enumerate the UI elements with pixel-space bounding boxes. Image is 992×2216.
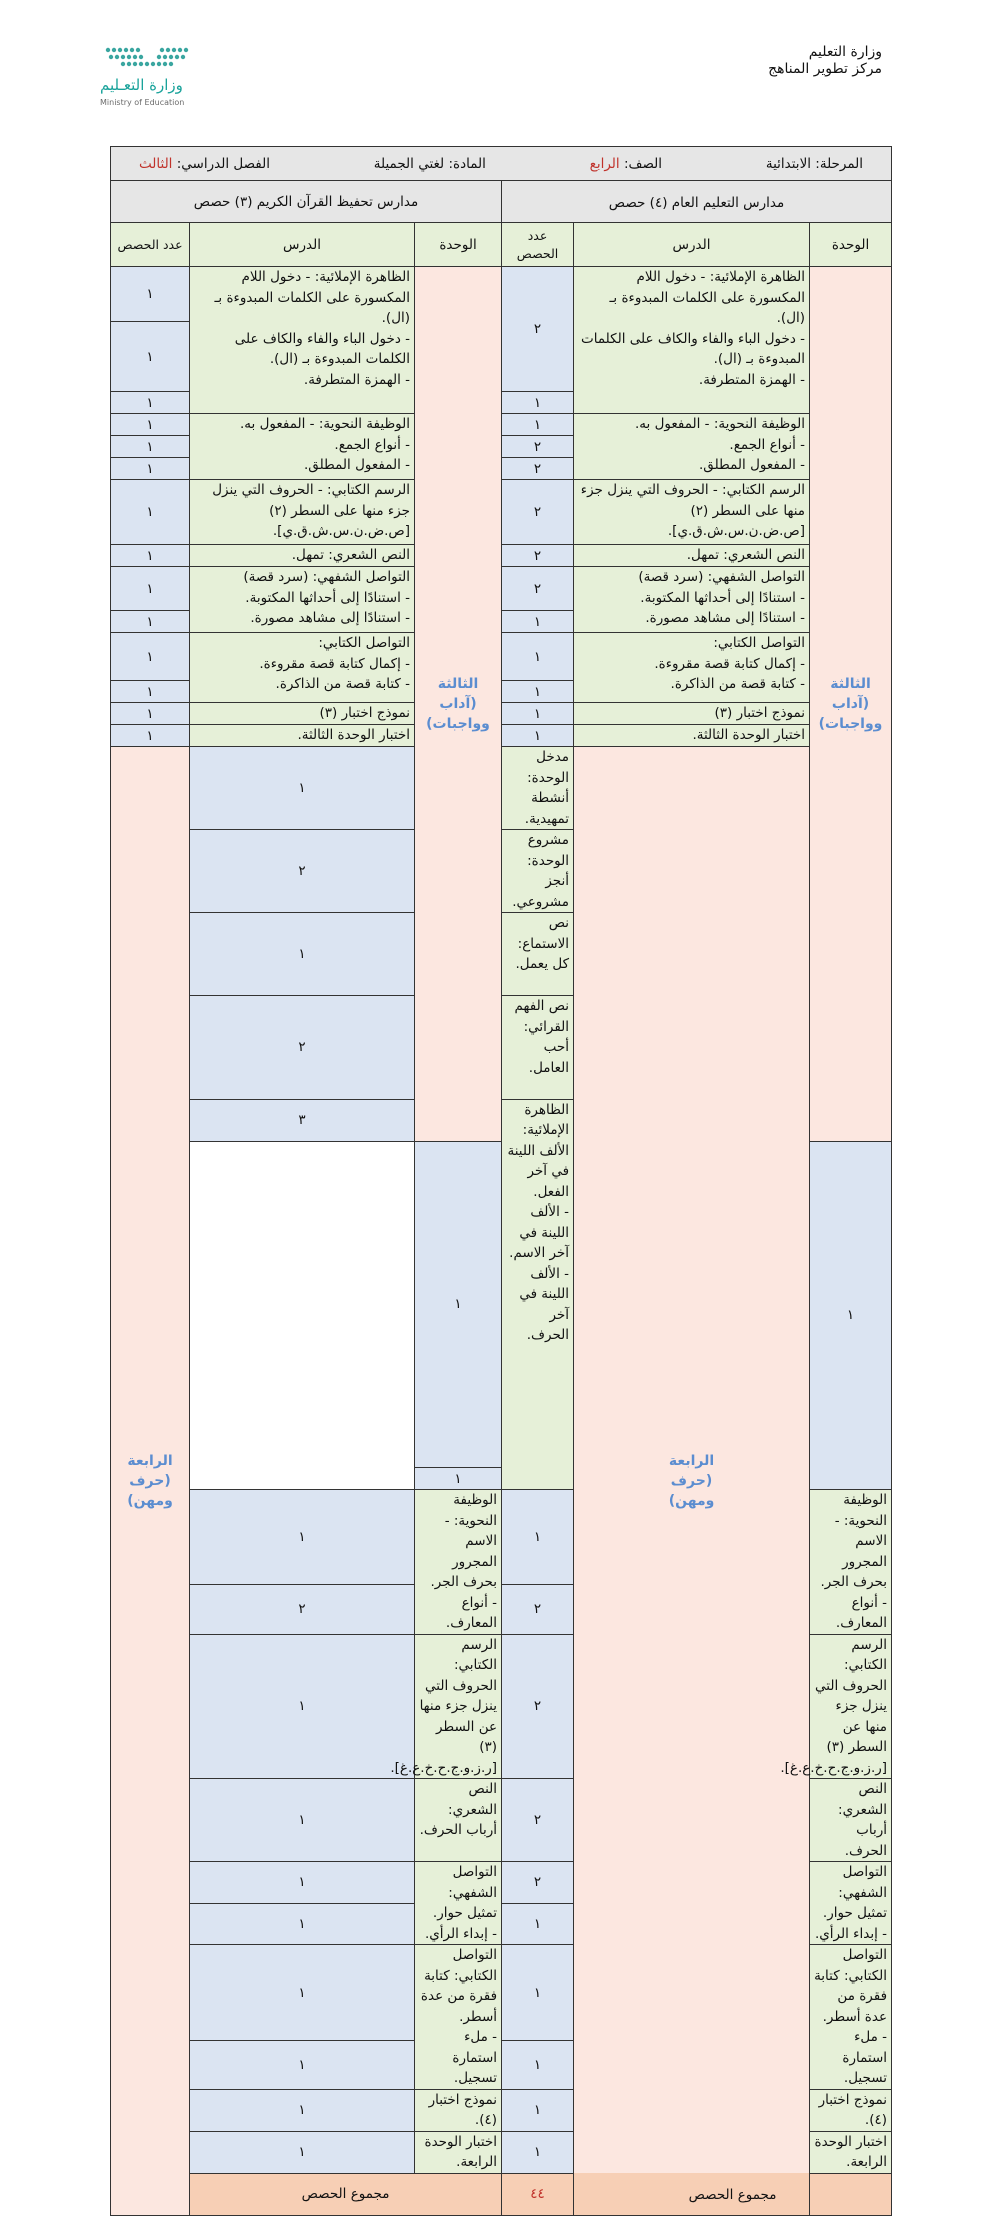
lesson-test-model: نموذج اختبار (٣) xyxy=(190,703,415,725)
lesson-grammar-2: الوظيفة النحوية: - الاسم المجرور بحرف الجر. - أنواع المعارف. xyxy=(415,1490,502,1635)
count-cell: ١ xyxy=(190,747,415,830)
lesson-writing-2: التواصل الكتابي: كتابة فقرة من عدة أسطر. - ملء استمارة تسجيل. xyxy=(810,1945,892,2090)
lesson-grammar-2: الوظيفة النحوية: - الاسم المجرور بحرف الجر. - أنواع المعارف. xyxy=(810,1490,892,1635)
quran-schools: مدارس تحفيظ القرآن الكريم (٣) حصص xyxy=(111,181,502,223)
column-header-row xyxy=(111,223,892,267)
logo-english-text: Ministry of Education xyxy=(100,98,185,107)
count-cell: ١ xyxy=(502,633,574,681)
lesson-handwriting-2: الرسم الكتابي: الحروف التي ينزل جزء منها عن السطر (٣) [ر.ز.و.ج.ح.خ.ع.غ]. xyxy=(415,1634,502,1779)
table-row xyxy=(111,480,892,545)
col-lesson: الدرس xyxy=(190,223,415,267)
lesson-oral-2: التواصل الشفهي: تمثيل حوار. - إبداء الرأي. xyxy=(415,1862,502,1945)
count-cell: ٢ xyxy=(190,830,415,913)
lesson-oral: التواصل الشفهي: (سرد قصة) - استنادًا إلى أحداثها المكتوبة. - استنادًا إلى مشاهد مصورة. xyxy=(190,567,415,633)
count-cell: ١ xyxy=(111,414,190,436)
school-type-row xyxy=(111,181,892,223)
general-schools: مدارس التعليم العام (٤) حصص xyxy=(502,181,892,223)
curriculum-center: مركز تطوير المناهج xyxy=(768,61,882,77)
lesson-grammar: الوظيفة النحوية: - المفعول به. - أنواع الجمع. - المفعول المطلق. xyxy=(574,414,810,480)
count-cell: ١ xyxy=(415,1141,502,1468)
count-cell: ١ xyxy=(502,2089,574,2131)
unit-3-quran: الثالثة (آداب وواجبات) xyxy=(415,267,502,1142)
table-row xyxy=(111,414,892,436)
count-cell: ١ xyxy=(190,2089,415,2131)
count-cell: ٢ xyxy=(502,1634,574,1779)
lesson-poem-2: النص الشعري: أرباب الحرف. xyxy=(810,1779,892,1862)
count-cell: ١ xyxy=(111,611,190,633)
table-row xyxy=(111,725,892,747)
unit-4-general: الرابعة (حرف ومهن) xyxy=(574,747,810,2216)
lesson-spelling-2: الظاهرة الإملائية: الألف اللينة في آخر الفعل. - الألف اللينة في آخر الاسم. - الألف اللينة في آخر الحرف. xyxy=(502,1099,574,1490)
lesson-reading: نص الفهم القرائي: أحب العامل. xyxy=(502,996,574,1100)
lesson-writing-2: التواصل الكتابي: كتابة فقرة من عدة أسطر. - ملء استمارة تسجيل. xyxy=(415,1945,502,2090)
logo-dots-icon xyxy=(100,40,200,74)
count-cell: ١ xyxy=(190,1903,415,1945)
lesson-listening: نص الاستماع: كل يعمل. xyxy=(502,913,574,996)
count-cell: ١ xyxy=(111,545,190,567)
lesson-poem: النص الشعري: تمهل. xyxy=(190,545,415,567)
count-cell: ٢ xyxy=(502,458,574,480)
lesson-test-model: نموذج اختبار (٣) xyxy=(574,703,810,725)
count-cell: ٢ xyxy=(502,1779,574,1862)
table-row xyxy=(111,545,892,567)
count-cell: ٢ xyxy=(190,996,415,1100)
table-row xyxy=(111,747,892,830)
count-cell: ٢ xyxy=(502,436,574,458)
count-cell: ١ xyxy=(111,436,190,458)
lesson-poem: النص الشعري: تمهل. xyxy=(574,545,810,567)
count-cell: ٣ xyxy=(190,1099,415,1141)
grade-value: الرابع xyxy=(589,155,620,172)
col-unit: الوحدة xyxy=(810,223,892,267)
lesson-grammar: الوظيفة النحوية: - المفعول به. - أنواع الجمع. - المفعول المطلق. xyxy=(190,414,415,480)
table-row xyxy=(111,633,892,681)
lesson-handwriting-2: الرسم الكتابي: الحروف التي ينزل جزء منها عن السطر (٣) [ر.ز.و.ج.ح.خ.ع.غ]. xyxy=(810,1634,892,1779)
lesson-unit-test-2: اختبار الوحدة الرابعة. xyxy=(810,2131,892,2173)
count-cell: ١ xyxy=(502,1945,574,2041)
count-cell: ١ xyxy=(502,611,574,633)
grade: الصف: الرابع xyxy=(589,155,663,172)
unit-4-quran: الرابعة (حرف ومهن) xyxy=(111,747,190,2216)
count-cell: ١ xyxy=(190,1945,415,2041)
count-cell: ٢ xyxy=(502,480,574,545)
count-cell: ١ xyxy=(502,703,574,725)
lesson-writing: التواصل الكتابي: - إكمال كتابة قصة مقروءة. - كتابة قصة من الذاكرة. xyxy=(190,633,415,703)
curriculum-table xyxy=(110,146,892,2216)
count-cell: ١ xyxy=(111,267,190,322)
stage: المرحلة: الابتدائية xyxy=(765,155,864,172)
count-cell: ١ xyxy=(502,681,574,703)
ministry-logo xyxy=(100,40,210,120)
ministry-header xyxy=(642,44,882,78)
count-cell: ١ xyxy=(502,1490,574,1585)
lesson-project: مشروع الوحدة: أنجز مشروعي. xyxy=(502,830,574,913)
count-cell: ١ xyxy=(111,458,190,480)
lesson-oral: التواصل الشفهي: (سرد قصة) - استنادًا إلى أحداثها المكتوبة. - استنادًا إلى مشاهد مصورة. xyxy=(574,567,810,633)
count-cell: ١ xyxy=(111,322,190,392)
count-cell: ١ xyxy=(502,392,574,414)
logo-arabic-text: وزارة التعـليم xyxy=(100,76,183,94)
col-count: عدد الحصص xyxy=(111,223,190,267)
totals-row xyxy=(111,2173,892,2215)
count-cell: ١ xyxy=(502,1903,574,1945)
unit-3-general: الثالثة (آداب وواجبات) xyxy=(810,267,892,1142)
total-label-quran: مجموع الحصص xyxy=(190,2173,502,2215)
count-cell: ١ xyxy=(415,1468,502,1490)
count-cell: ٢ xyxy=(502,567,574,611)
semester: الفصل الدراسي: الثالث xyxy=(139,155,270,172)
table-row xyxy=(111,267,892,322)
info-row xyxy=(111,147,892,181)
lesson-unit-test: اختبار الوحدة الثالثة. xyxy=(190,725,415,747)
count-cell: ١ xyxy=(502,414,574,436)
count-cell: ١ xyxy=(810,1141,892,1490)
count-cell: ١ xyxy=(111,567,190,611)
col-unit: الوحدة xyxy=(415,223,502,267)
count-cell: ١ xyxy=(111,633,190,681)
count-cell: ١ xyxy=(190,1862,415,1904)
lesson-unit-test-2: اختبار الوحدة الرابعة. xyxy=(415,2131,502,2173)
count-cell: ١ xyxy=(111,480,190,545)
count-cell: ١ xyxy=(111,681,190,703)
lesson-spelling: الظاهرة الإملائية: - دخول اللام المكسورة على الكلمات المبدوءة بـ (ال). - دخول الباء والفاء والكاف على الكلمات المبدوءة بـ (ال). - الهمزة المتطرفة. xyxy=(574,267,810,414)
count-cell: ١ xyxy=(502,725,574,747)
count-cell: ٢ xyxy=(190,1584,415,1634)
count-cell: ١ xyxy=(190,1490,415,1585)
semester-value: الثالث xyxy=(139,155,173,172)
lesson-test-model-2: نموذج اختبار (٤). xyxy=(415,2089,502,2131)
count-cell: ١ xyxy=(190,2041,415,2089)
count-cell: ٢ xyxy=(502,545,574,567)
count-cell: ١ xyxy=(190,1634,415,1779)
count-cell: ١ xyxy=(190,2131,415,2173)
count-cell: ١ xyxy=(111,703,190,725)
count-cell: ١ xyxy=(190,913,415,996)
count-cell: ١ xyxy=(190,1779,415,1862)
lesson-handwriting: الرسم الكتابي: - الحروف التي ينزل جزء منها على السطر (٢) [ص.ض.ن.س.ش.ق.ي]. xyxy=(190,480,415,545)
count-cell: ١ xyxy=(502,2041,574,2089)
count-cell: ١ xyxy=(111,392,190,414)
count-cell: ٢ xyxy=(502,1862,574,1904)
col-count: عدد الحصص xyxy=(502,223,574,267)
lesson-intro: مدخل الوحدة: أنشطة تمهيدية. xyxy=(502,747,574,830)
count-cell: ١ xyxy=(502,2131,574,2173)
table-row xyxy=(111,567,892,611)
lesson-spelling: الظاهرة الإملائية: - دخول اللام المكسورة على الكلمات المبدوءة بـ (ال). - دخول الباء والفاء والكاف على الكلمات المبدوءة بـ (ال). - الهمزة المتطرفة. xyxy=(190,267,415,414)
subject: المادة: لغتي الجميلة xyxy=(373,155,486,172)
total-general: ٤٤ xyxy=(502,2173,574,2215)
count-cell: ٢ xyxy=(502,1584,574,1634)
ministry-name: وزارة التعليم xyxy=(808,44,882,60)
count-cell: ١ xyxy=(111,725,190,747)
col-lesson: الدرس xyxy=(574,223,810,267)
lesson-writing: التواصل الكتابي: - إكمال كتابة قصة مقروءة. - كتابة قصة من الذاكرة. xyxy=(574,633,810,703)
lesson-poem-2: النص الشعري: أرباب الحرف. xyxy=(415,1779,502,1862)
lesson-unit-test: اختبار الوحدة الثالثة. xyxy=(574,725,810,747)
total-label-general: مجموع الحصص xyxy=(574,2173,892,2215)
lesson-handwriting: الرسم الكتابي: - الحروف التي ينزل جزء منها على السطر (٢) [ص.ض.ن.س.ش.ق.ي]. xyxy=(574,480,810,545)
lesson-oral-2: التواصل الشفهي: تمثيل حوار. - إبداء الرأي. xyxy=(810,1862,892,1945)
table-row xyxy=(111,703,892,725)
count-cell: ٢ xyxy=(502,267,574,392)
lesson-test-model-2: نموذج اختبار (٤). xyxy=(810,2089,892,2131)
